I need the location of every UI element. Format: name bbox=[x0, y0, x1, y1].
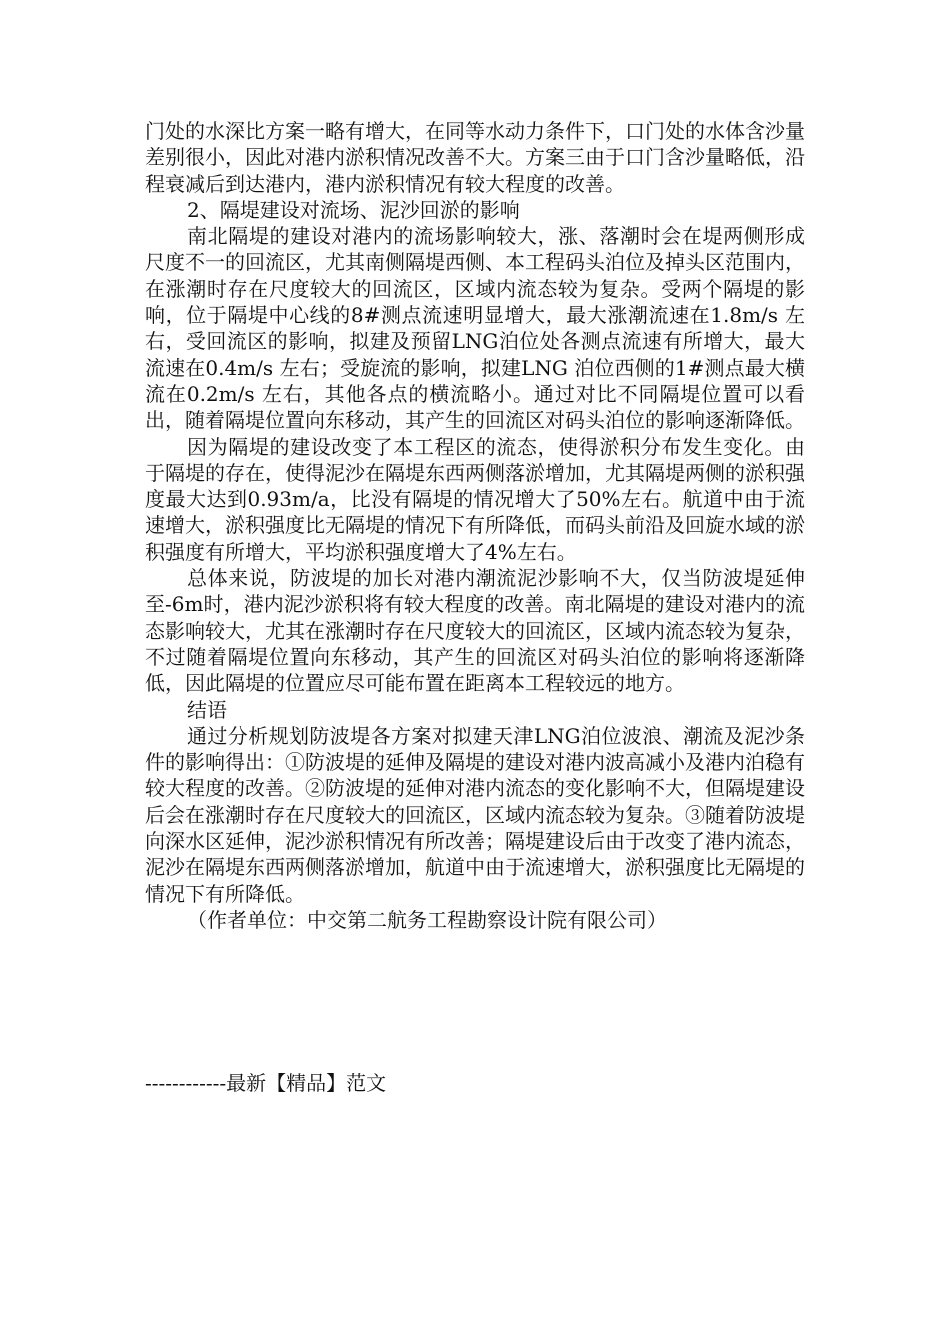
section-heading: 2、隔堤建设对流场、泥沙回淤的影响 bbox=[187, 197, 520, 222]
author-affiliation: （作者单位：中交第二航务工程勘察设计院有限公司） bbox=[187, 907, 667, 932]
paragraph-summary: 总体来说，防波堤的加长对港内潮流泥沙影响不大，仅当防波堤延伸至-6m时，港内泥沙淤积将有较大程度的改善。南北隔堤的建设对港内的流态影响较大，尤其在涨潮时存在尺度较大的回流区，区域内流态较为复杂，不过随着隔堤位置向东移动，其产生的回流区对码头泊位的影响将逐渐降低，因此隔堤的位置应尽可能布置在距离本工程较远的地方。 bbox=[145, 566, 805, 696]
paragraph-flow-field: 南北隔堤的建设对港内的流场影响较大，涨、落潮时会在堤两侧形成尺度不一的回流区，尤其南侧隔堤西侧、本工程码头泊位及掉头区范围内，在涨潮时存在尺度较大的回流区，区域内流态较为复杂。受两个隔堤的影响，位于隔堤中心线的8#测点流速明显增大，最大涨潮流速在1.8m/s 左右，受回流区的影响，拟建及预留LNG泊位处各测点流速有所增大，最大流速在0.4m/s 左右；受旋流的影响，拟建LNG 泊位西侧的1#测点最大横流在0.2m/s 左右，其他各点的横流略小。通过对比不同隔堤位置可以看出，随着隔堤位置向东移动，其产生的回流区对码头泊位的影响逐渐降低。 bbox=[145, 224, 805, 433]
paragraph-sedimentation: 因为隔堤的建设改变了本工程区的流态，使得淤积分布发生变化。由于隔堤的存在，使得泥沙在隔堤东西两侧落淤增加，尤其隔堤两侧的淤积强度最大达到0.93m/a，比没有隔堤的情况增大了50%左右。航道中由于流速增大，淤积强度比无隔堤的情况下有所降低，而码头前沿及回旋水域的淤积强度有所增大，平均淤积强度增大了4%左右。 bbox=[145, 434, 805, 564]
paragraph-conclusion: 通过分析规划防波堤各方案对拟建天津LNG泊位波浪、潮流及泥沙条件的影响得出：①防波堤的延伸及隔堤的建设对港内波高减小及港内泊稳有较大程度的改善。②防波堤的延伸对港内流态的变化影响不大，但隔堤建设后会在涨潮时存在尺度较大的回流区，区域内流态较为复杂。③随着防波堤向深水区延伸，泥沙淤积情况有所改善；隔堤建设后由于改变了港内流态，泥沙在隔堤东西两侧落淤增加，航道中由于流速增大，淤积强度比无隔堤的情况下有所降低。 bbox=[145, 723, 805, 906]
document-body bbox=[145, 118, 805, 933]
footer-text: ------------最新【精品】范文 bbox=[145, 1071, 387, 1095]
conclusion-heading: 结语 bbox=[187, 697, 227, 722]
paragraph-continuation: 门处的水深比方案一略有增大，在同等水动力条件下，口门处的水体含沙量差别很小，因此对港内淤积情况改善不大。方案三由于口门含沙量略低，沿程衰减后到达港内，港内淤积情况有较大程度的改善。 bbox=[145, 119, 805, 196]
